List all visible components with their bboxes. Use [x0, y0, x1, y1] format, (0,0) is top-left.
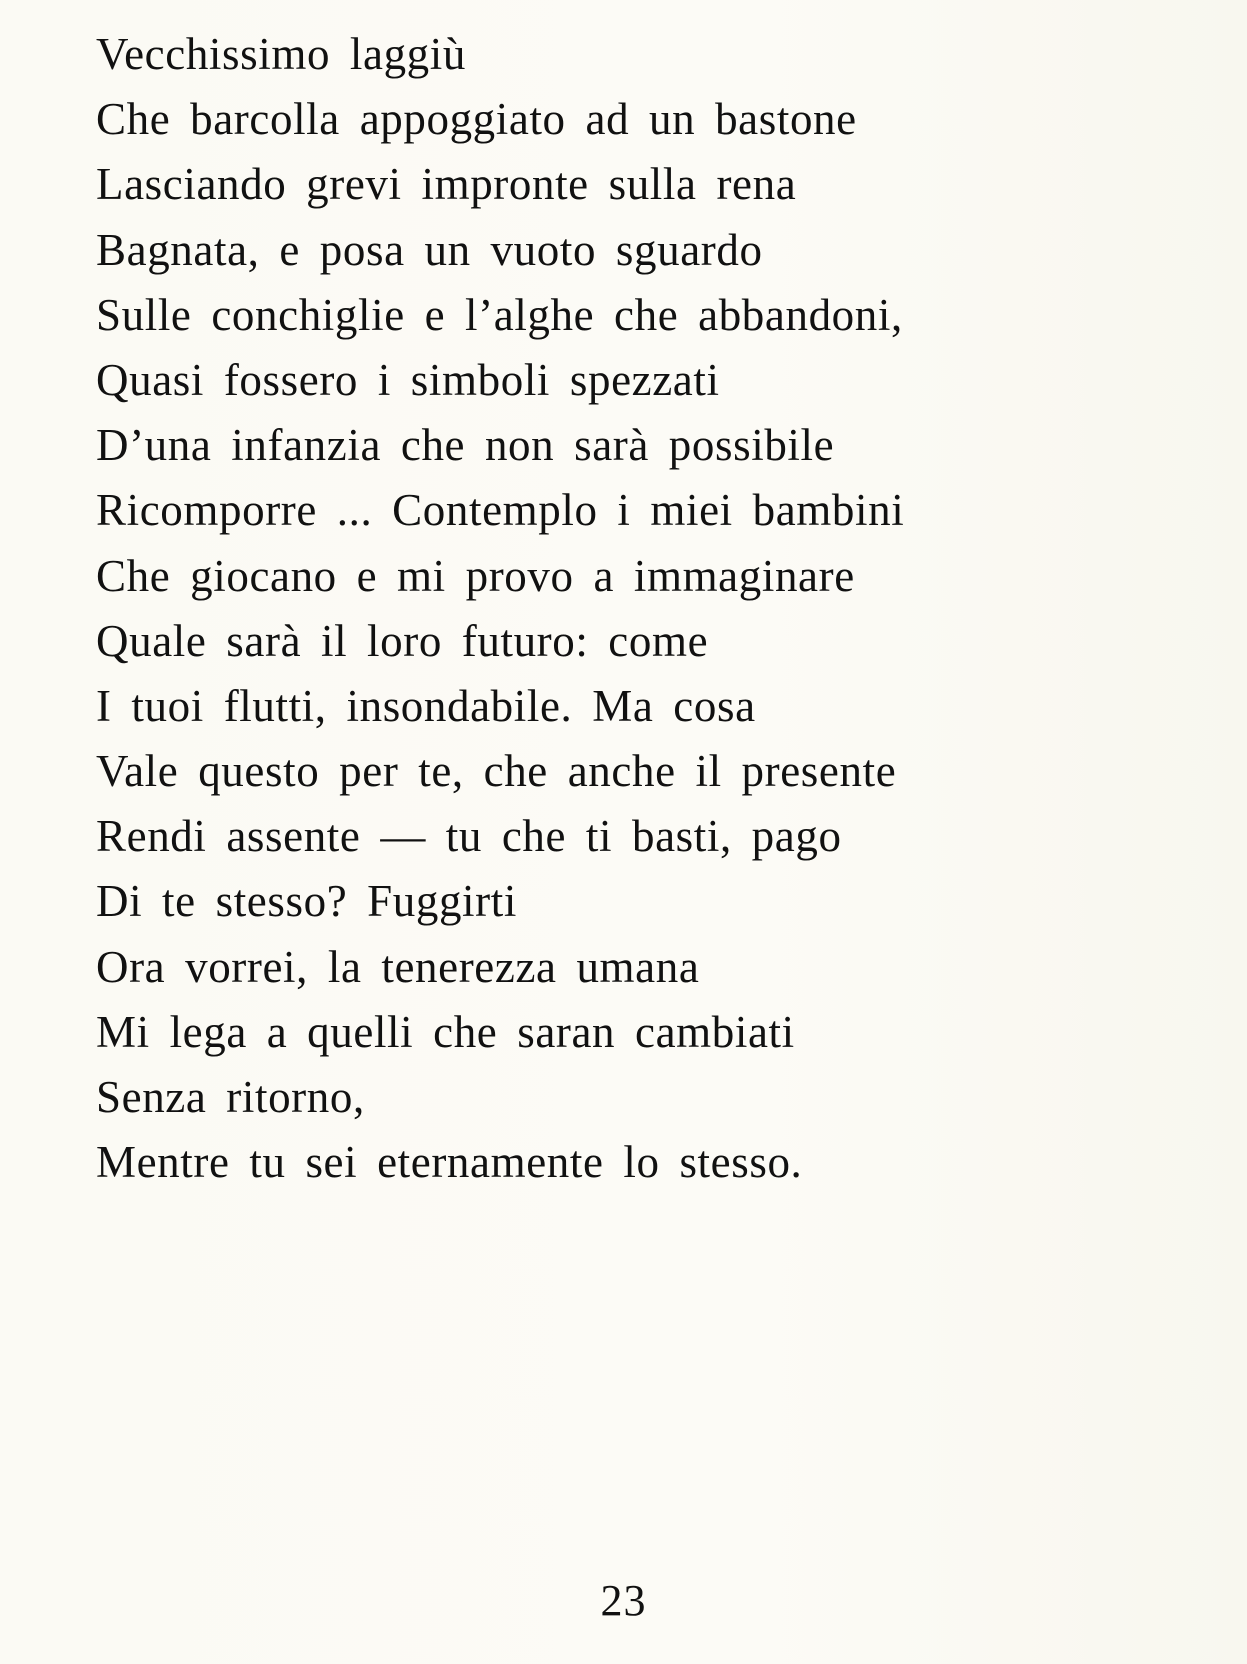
poem-line: I tuoi flutti, insondabile. Ma cosa	[96, 680, 756, 731]
poem-line: Lasciando grevi impronte sulla rena	[96, 159, 797, 210]
poem-line: Vale questo per te, che anche il presente	[96, 746, 897, 797]
poem-line: Senza ritorno,	[96, 1072, 365, 1122]
poem-line: Quasi fossero i simboli spezzati	[96, 354, 720, 405]
poem-line: Rendi assente — tu che ti basti, pago	[96, 811, 842, 862]
poem-line: Sulle conchiglie e l’alghe che abbandoni,	[96, 289, 903, 340]
poem-line: Mi lega a quelli che saran cambiati	[96, 1006, 795, 1057]
poem-line: Bagnata, e posa un vuoto sguardo	[96, 224, 763, 275]
poem-line: Di te stesso? Fuggirti	[96, 876, 517, 927]
poem-line: Mentre tu sei eternamente lo stesso.	[96, 1137, 803, 1188]
poem-line: Che giocano e mi provo a immaginare	[96, 550, 855, 601]
page-number: 23	[600, 1576, 647, 1625]
poem-line: Ricomporre ... Contemplo i miei bambini	[96, 485, 905, 536]
poem-line: Quale sarà il loro futuro: come	[96, 615, 709, 666]
poem-line: Vecchissimo laggiù	[96, 29, 466, 79]
poem-line: Ora vorrei, la tenerezza umana	[96, 941, 700, 992]
poem-line: Che barcolla appoggiato ad un bastone	[96, 94, 857, 145]
poem-line: D’una infanzia che non sarà possibile	[96, 420, 835, 471]
poem-text	[96, 22, 1176, 1195]
